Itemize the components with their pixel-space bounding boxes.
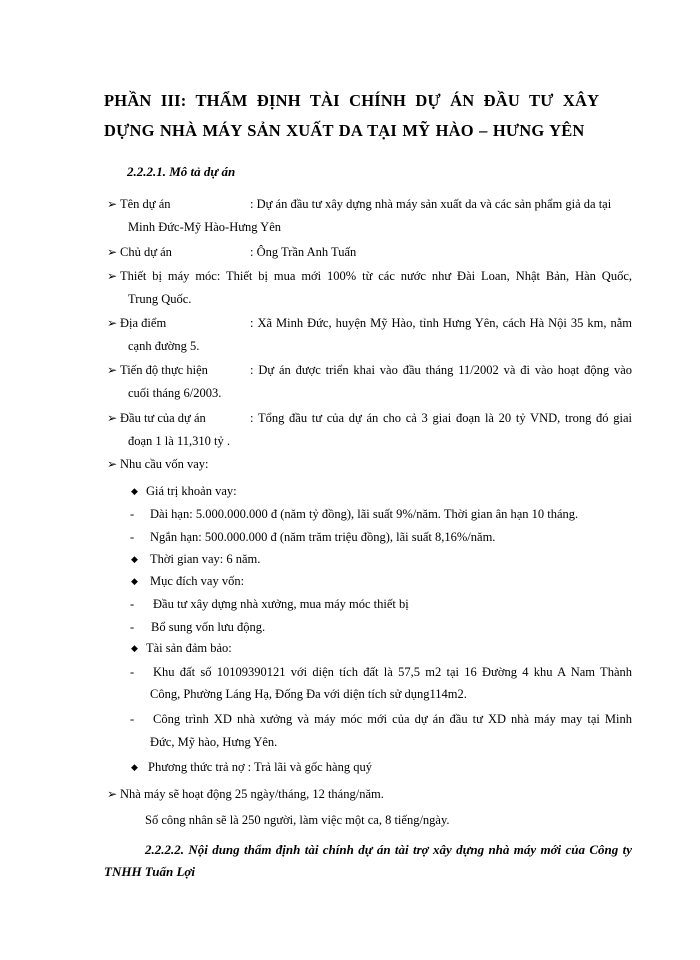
arrow-bullet-icon: ➢ <box>107 787 118 801</box>
project-owner-value: : Ông Trần Anh Tuấn <box>250 245 357 259</box>
arrow-bullet-icon: ➢ <box>107 269 118 283</box>
schedule-label: Tiến độ thực hiện <box>120 363 208 377</box>
location-label: Địa điểm <box>120 316 167 330</box>
loan-value-label: Giá trị khoản vay: <box>146 484 237 498</box>
short-term-loan: Ngắn hạn: 500.000.000 đ (năm trăm triệu đồng), lãi suất 8,16%/năm. <box>150 530 496 544</box>
investment-value-cont: đoạn 1 là 11,310 tỷ . <box>128 434 230 448</box>
arrow-bullet-icon: ➢ <box>107 363 118 377</box>
dash-bullet-icon: - <box>130 507 135 521</box>
collateral-label: Tài sản đảm bảo: <box>146 641 232 655</box>
section-heading-project-description: 2.2.2.1. Mô tả dự án <box>127 164 236 179</box>
investment-value: : Tổng đầu tư của dự án cho cả 3 giai đoạn là 20 tỷ VND, trong đó giai <box>250 411 632 425</box>
equipment-text: Thiết bị máy móc: Thiết bị mua mới 100% từ các nước như Đài Loan, Nhật Bản, Hàn Quốc, <box>120 269 632 283</box>
diamond-bullet-icon: ◆ <box>131 554 138 564</box>
project-name-label: Tên dự án <box>120 197 171 211</box>
worker-count: Số công nhân sẽ là 250 người, làm việc một ca, 8 tiếng/ngày. <box>145 813 450 827</box>
loan-purpose-1: Đầu tư xây dựng nhà xưởng, mua máy móc thiết bị <box>153 597 409 611</box>
factory-operation: Nhà máy sẽ hoạt động 25 ngày/tháng, 12 tháng/năm. <box>120 787 384 801</box>
collateral-1-cont: Công, Phường Láng Hạ, Đống Đa với diện tích sử dụng114m2. <box>150 687 467 701</box>
loan-needs-label: Nhu cầu vốn vay: <box>120 457 209 471</box>
schedule-value-cont: cuối tháng 6/2003. <box>128 386 222 400</box>
loan-purpose-label: Mục đích vay vốn: <box>150 574 245 588</box>
dash-bullet-icon: - <box>130 712 135 726</box>
collateral-1: Khu đất số 10109390121 với diện tích đất là 57,5 m2 tại 16 Đường 4 khu A Nam Thành <box>153 665 632 679</box>
collateral-2: Công trình XD nhà xưởng và máy móc mới của dự án đầu tư XD nhà máy may tại Minh <box>153 712 632 726</box>
long-term-loan: Dài hạn: 5.000.000.000 đ (năm tỷ đồng), lãi suất 9%/năm. Thời gian ân hạn 10 tháng. <box>150 507 579 521</box>
collateral-2-cont: Đức, Mỹ hào, Hưng Yên. <box>150 735 278 749</box>
section-heading-financial-appraisal: 2.2.2.2. Nội dung thẩm định tài chính dự án tài trợ xây dựng nhà máy mới của Công ty <box>145 842 632 857</box>
diamond-bullet-icon: ◆ <box>131 486 138 496</box>
loan-purpose-2: Bổ sung vốn lưu động. <box>151 620 266 634</box>
investment-label: Đầu tư của dự án <box>120 411 206 425</box>
location-value: : Xã Minh Đức, huyện Mỹ Hào, tỉnh Hưng Yên, cách Hà Nội 35 km, nằm <box>250 316 632 330</box>
project-name-value-cont: Minh Đức-Mỹ Hào-Hưng Yên <box>128 220 281 234</box>
document-title-line-1: PHẦN III: THẨM ĐỊNH TÀI CHÍNH DỰ ÁN ĐẦU TƯ XÂY <box>104 91 600 110</box>
diamond-bullet-icon: ◆ <box>131 576 138 586</box>
arrow-bullet-icon: ➢ <box>107 457 118 471</box>
arrow-bullet-icon: ➢ <box>107 411 118 425</box>
dash-bullet-icon: - <box>130 597 135 611</box>
diamond-bullet-icon: ◆ <box>131 643 138 653</box>
diamond-bullet-icon: ◆ <box>131 762 138 772</box>
arrow-bullet-icon: ➢ <box>107 316 118 330</box>
equipment-text-cont: Trung Quốc. <box>128 292 192 306</box>
project-name-value: : Dự án đầu tư xây dựng nhà máy sản xuất da và các sản phẩm giả da tại <box>250 197 612 211</box>
document-title-line-2: DỰNG NHÀ MÁY SẢN XUẤT DA TẠI MỸ HÀO – HƯNG YÊN <box>104 121 585 140</box>
dash-bullet-icon: - <box>130 665 135 679</box>
schedule-value: : Dự án được triển khai vào đầu tháng 11/2002 và đi vào hoạt động vào <box>250 363 632 377</box>
loan-duration: Thời gian vay: 6 năm. <box>150 552 261 566</box>
arrow-bullet-icon: ➢ <box>107 245 118 259</box>
section-heading-financial-appraisal-cont: TNHH Tuấn Lợi <box>104 864 195 879</box>
repayment-method: Phương thức trả nợ : Trả lãi và gốc hàng quý <box>148 760 372 774</box>
project-owner-label: Chủ dự án <box>120 245 172 259</box>
dash-bullet-icon: - <box>130 530 135 544</box>
dash-bullet-icon: - <box>130 620 135 634</box>
arrow-bullet-icon: ➢ <box>107 197 118 211</box>
location-value-cont: cạnh đường 5. <box>128 339 200 353</box>
